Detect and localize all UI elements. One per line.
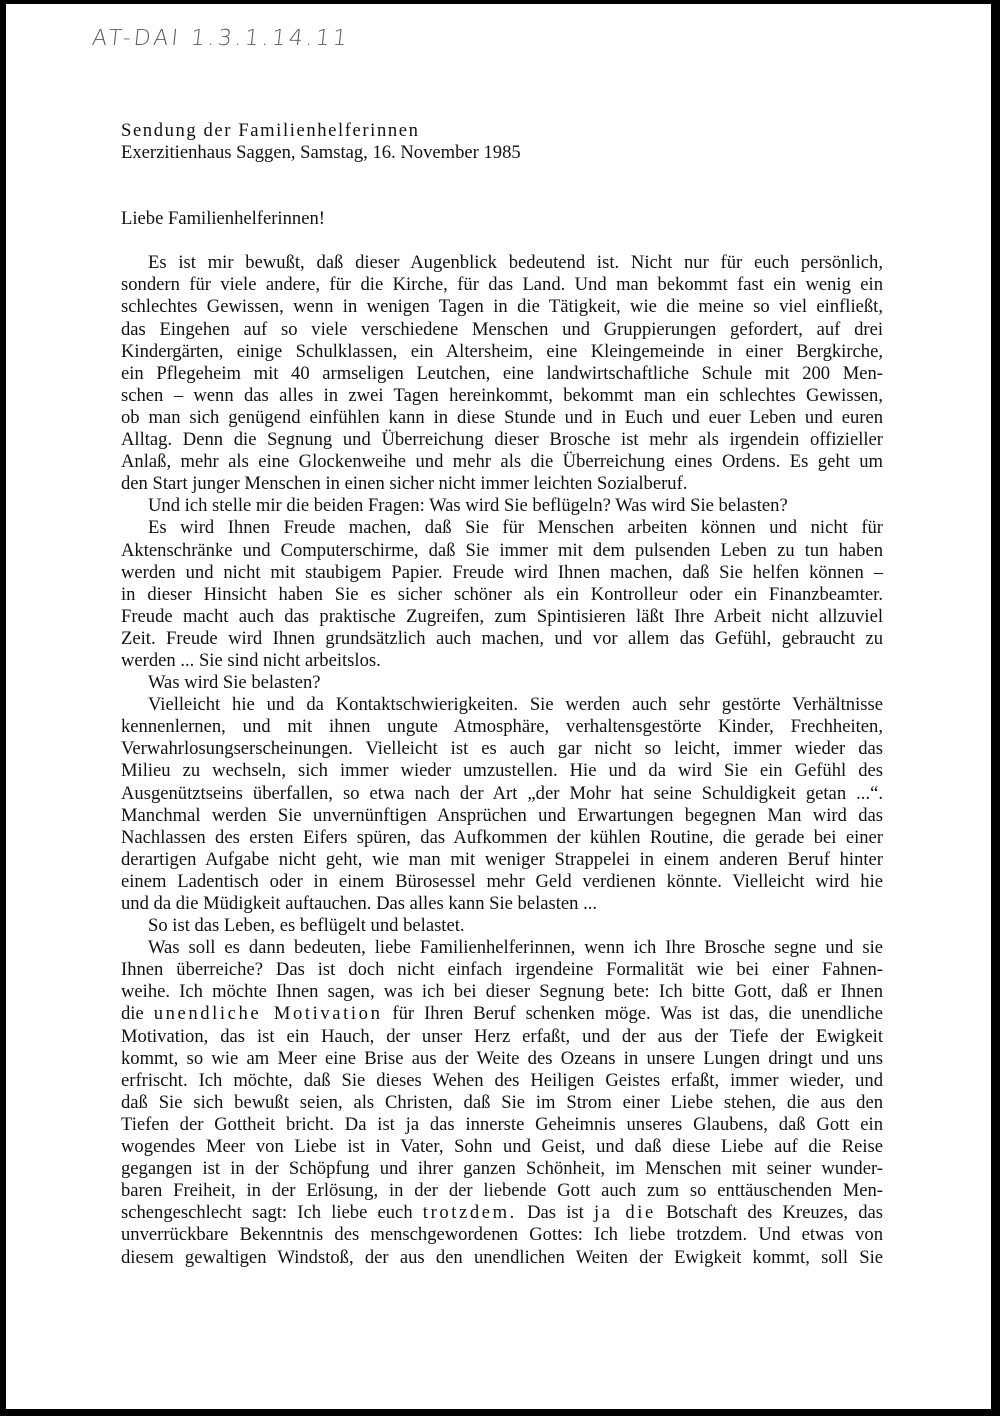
text-line: unverrückbare Bekenntnis des menschgewordenen Gottes: Ich liebe trotzdem. Und etwas von [121,1224,883,1246]
text-line: erfrischt. Ich möchte, daß Sie dieses Wehen des Heiligen Geistes erfaßt, immer wieder, und [121,1069,883,1091]
text-line: Motivation, das ist ein Hauch, der unser Herz erfaßt, und der aus der Tiefe der Ewigkeit [121,1025,883,1047]
text-line: Aktenschränke und Computerschirme, daß Sie immer mit dem pulsenden Leben zu tun haben [121,539,883,561]
text-line: weihe. Ich möchte Ihnen sagen, was ich bei dieser Segnung bete: Ich bitte Gott, daß er Ihnen [121,981,883,1003]
text-span: die [121,1003,154,1025]
text-line: ob man sich genügend einfühlen kann in diese Stunde und in Euch und euer Leben und euren [121,406,883,428]
text-line: Und ich stelle mir die beiden Fragen: Was wird Sie beflügeln? Was wird Sie belasten? [148,495,788,517]
text-line: Milieu zu wechseln, sich immer wieder umzustellen. Hie und da wird Sie ein Gefühl des [121,760,883,782]
text-line [121,1202,883,1224]
text-line: Was soll es dann bedeuten, liebe Familienhelferinnen, wenn ich Ihre Brosche segne und sie [148,937,883,959]
text-line: Zeit. Freude wird Ihnen grundsätzlich auch machen, und vor allem das Gefühl, gebraucht zu [121,627,883,649]
text-line: sondern für viele andere, für die Kirche, für das Land. Und man bekommt fast ein wenig ein [121,274,883,296]
archive-signature-handwritten: AT-DAI 1.3.1.14.11 [90,26,352,51]
text-line: schlechtes Gewissen, wenn in wenigen Tagen in die Tätigkeit, wie die meine so viel einfließt, [121,296,883,318]
text-line: Kindergärten, einige Schulklassen, ein Altersheim, eine Kleingemeinde in einer Bergkirche, [121,340,883,362]
text-line: Es wird Ihnen Freude machen, daß Sie für Menschen arbeiten können und nicht für [148,517,883,539]
text-span: schengeschlecht sagt: Ich liebe euch [121,1202,423,1224]
document-page [6,4,991,1409]
text-line: baren Freiheit, in der Erlösung, in der der liebende Gott auch zum so enttäuschenden Men- [121,1180,883,1202]
text-line: Ihnen überreiche? Das ist doch nicht einfach irgendeine Formalität wie bei einer Fahnen- [121,959,883,981]
text-line: und da die Müdigkeit auftauchen. Das alles kann Sie belasten ... [121,893,598,914]
text-line: Was wird Sie belasten? [148,672,321,694]
text-line: schen – wenn das alles in zwei Tagen hereinkommt, bekommt man ein schlechtes Gewissen, [121,384,883,406]
text-line: Nachlassen des ersten Eifers spüren, das Aufkommen der kühlen Routine, die gerade bei einer [121,826,883,848]
text-line: Manchmal werden Sie unvernünftigen Ansprüchen und Erwartungen begegnen Man wird das [121,804,883,826]
text-span: Das ist [516,1202,594,1224]
salutation: Liebe Familienhelferinnen! [121,208,325,230]
emphasized-text: ja die [593,1202,656,1224]
text-line: daß Sie sich bewußt seien, als Christen, daß Sie im Strom einer Liebe stehen, die aus den [121,1091,883,1113]
text-line: den Start junger Menschen in einen sicher nicht immer leichten Sozialberuf. [121,473,688,495]
text-line: Anlaß, mehr als eine Glockenweihe und mehr als die Überreichung eines Ordens. Es geht um [121,451,883,473]
body-text [121,252,883,1268]
emphasized-text: unendliche Motivation [153,1003,383,1025]
text-line [121,1003,883,1025]
text-line: Verwahrlosungserscheinungen. Vielleicht ist es auch gar nicht so leicht, immer wieder das [121,738,883,760]
text-line: Vielleicht hie und da Kontaktschwierigkeiten. Sie werden auch sehr gestörte Verhältnisse [148,694,883,716]
document-title: Sendung der Familienhelferinnen [121,120,420,141]
text-line: derartigen Aufgabe nicht geht, wie man mit weniger Strappelei in einem anderen Beruf hinter [121,848,883,870]
text-line: So ist das Leben, es beflügelt und belastet. [148,915,465,937]
text-line: kennenlernen, und mit ihnen ungute Atmosphäre, verhaltensgestörte Kinder, Frechheiten, [121,716,883,738]
text-line: das Eingehen auf so viele verschiedene Menschen und Gruppierungen gefordert, auf drei [121,318,883,340]
document-subtitle: Exerzitienhaus Saggen, Samstag, 16. November 1985 [121,142,521,164]
text-line: wogendes Meer von Liebe ist in Vater, Sohn und Geist, und daß diese Liebe auf die Reise [121,1136,883,1158]
text-line: Freude macht auch das praktische Zugreifen, zum Spintisieren läßt Ihre Arbeit nicht allzuviel [121,605,883,627]
text-line: werden und nicht mit staubigem Papier. Freude wird Ihnen machen, daß Sie helfen können – [121,561,883,583]
emphasized-text: trotzdem. [422,1202,517,1224]
text-line: ein Pflegeheim mit 40 armseligen Leutchen, eine landwirtschaftliche Schule mit 200 Men- [121,362,883,384]
text-line: Alltag. Denn die Segnung und Überreichung dieser Brosche ist mehr als irgendein offizieller [121,429,883,451]
letter-body [121,120,883,1269]
text-line: kommt, so wie am Meer eine Brise aus der Weite des Ozeans in unsere Lungen dringt und uns [121,1047,883,1069]
text-line: diesem gewaltigen Windstoß, der aus den unendlichen Weiten der Ewigkeit kommt, soll Sie [121,1246,883,1268]
text-line: Es ist mir bewußt, daß dieser Augenblick bedeutend ist. Nicht nur für euch persönlich, [148,252,883,274]
text-line: werden ... Sie sind nicht arbeitslos. [121,649,381,671]
text-line: gegangen ist in der Schöpfung und ihrer ganzen Schönheit, im Menschen mit seiner wunder- [121,1158,883,1180]
text-span: für Ihren Beruf schenken möge. Was ist das, die unendliche [382,1003,883,1025]
text-span: Botschaft des Kreuzes, das [655,1202,883,1224]
text-line: einem Ladentisch oder in einem Bürosessel mehr Geld verdienen könnte. Vielleicht wird hie [121,870,883,892]
text-line: in dieser Hinsicht haben Sie es sicher schöner als ein Kontrolleur oder ein Finanzbeamter. [121,583,883,605]
text-line: Tiefen der Gottheit bricht. Da ist ja das innerste Geheimnis unseres Glaubens, daß Gott ein [121,1113,883,1135]
text-line: Ausgenütztseins überfallen, so etwa nach der Art „der Mohr hat seine Schuldigkeit getan ...“. [121,782,883,804]
